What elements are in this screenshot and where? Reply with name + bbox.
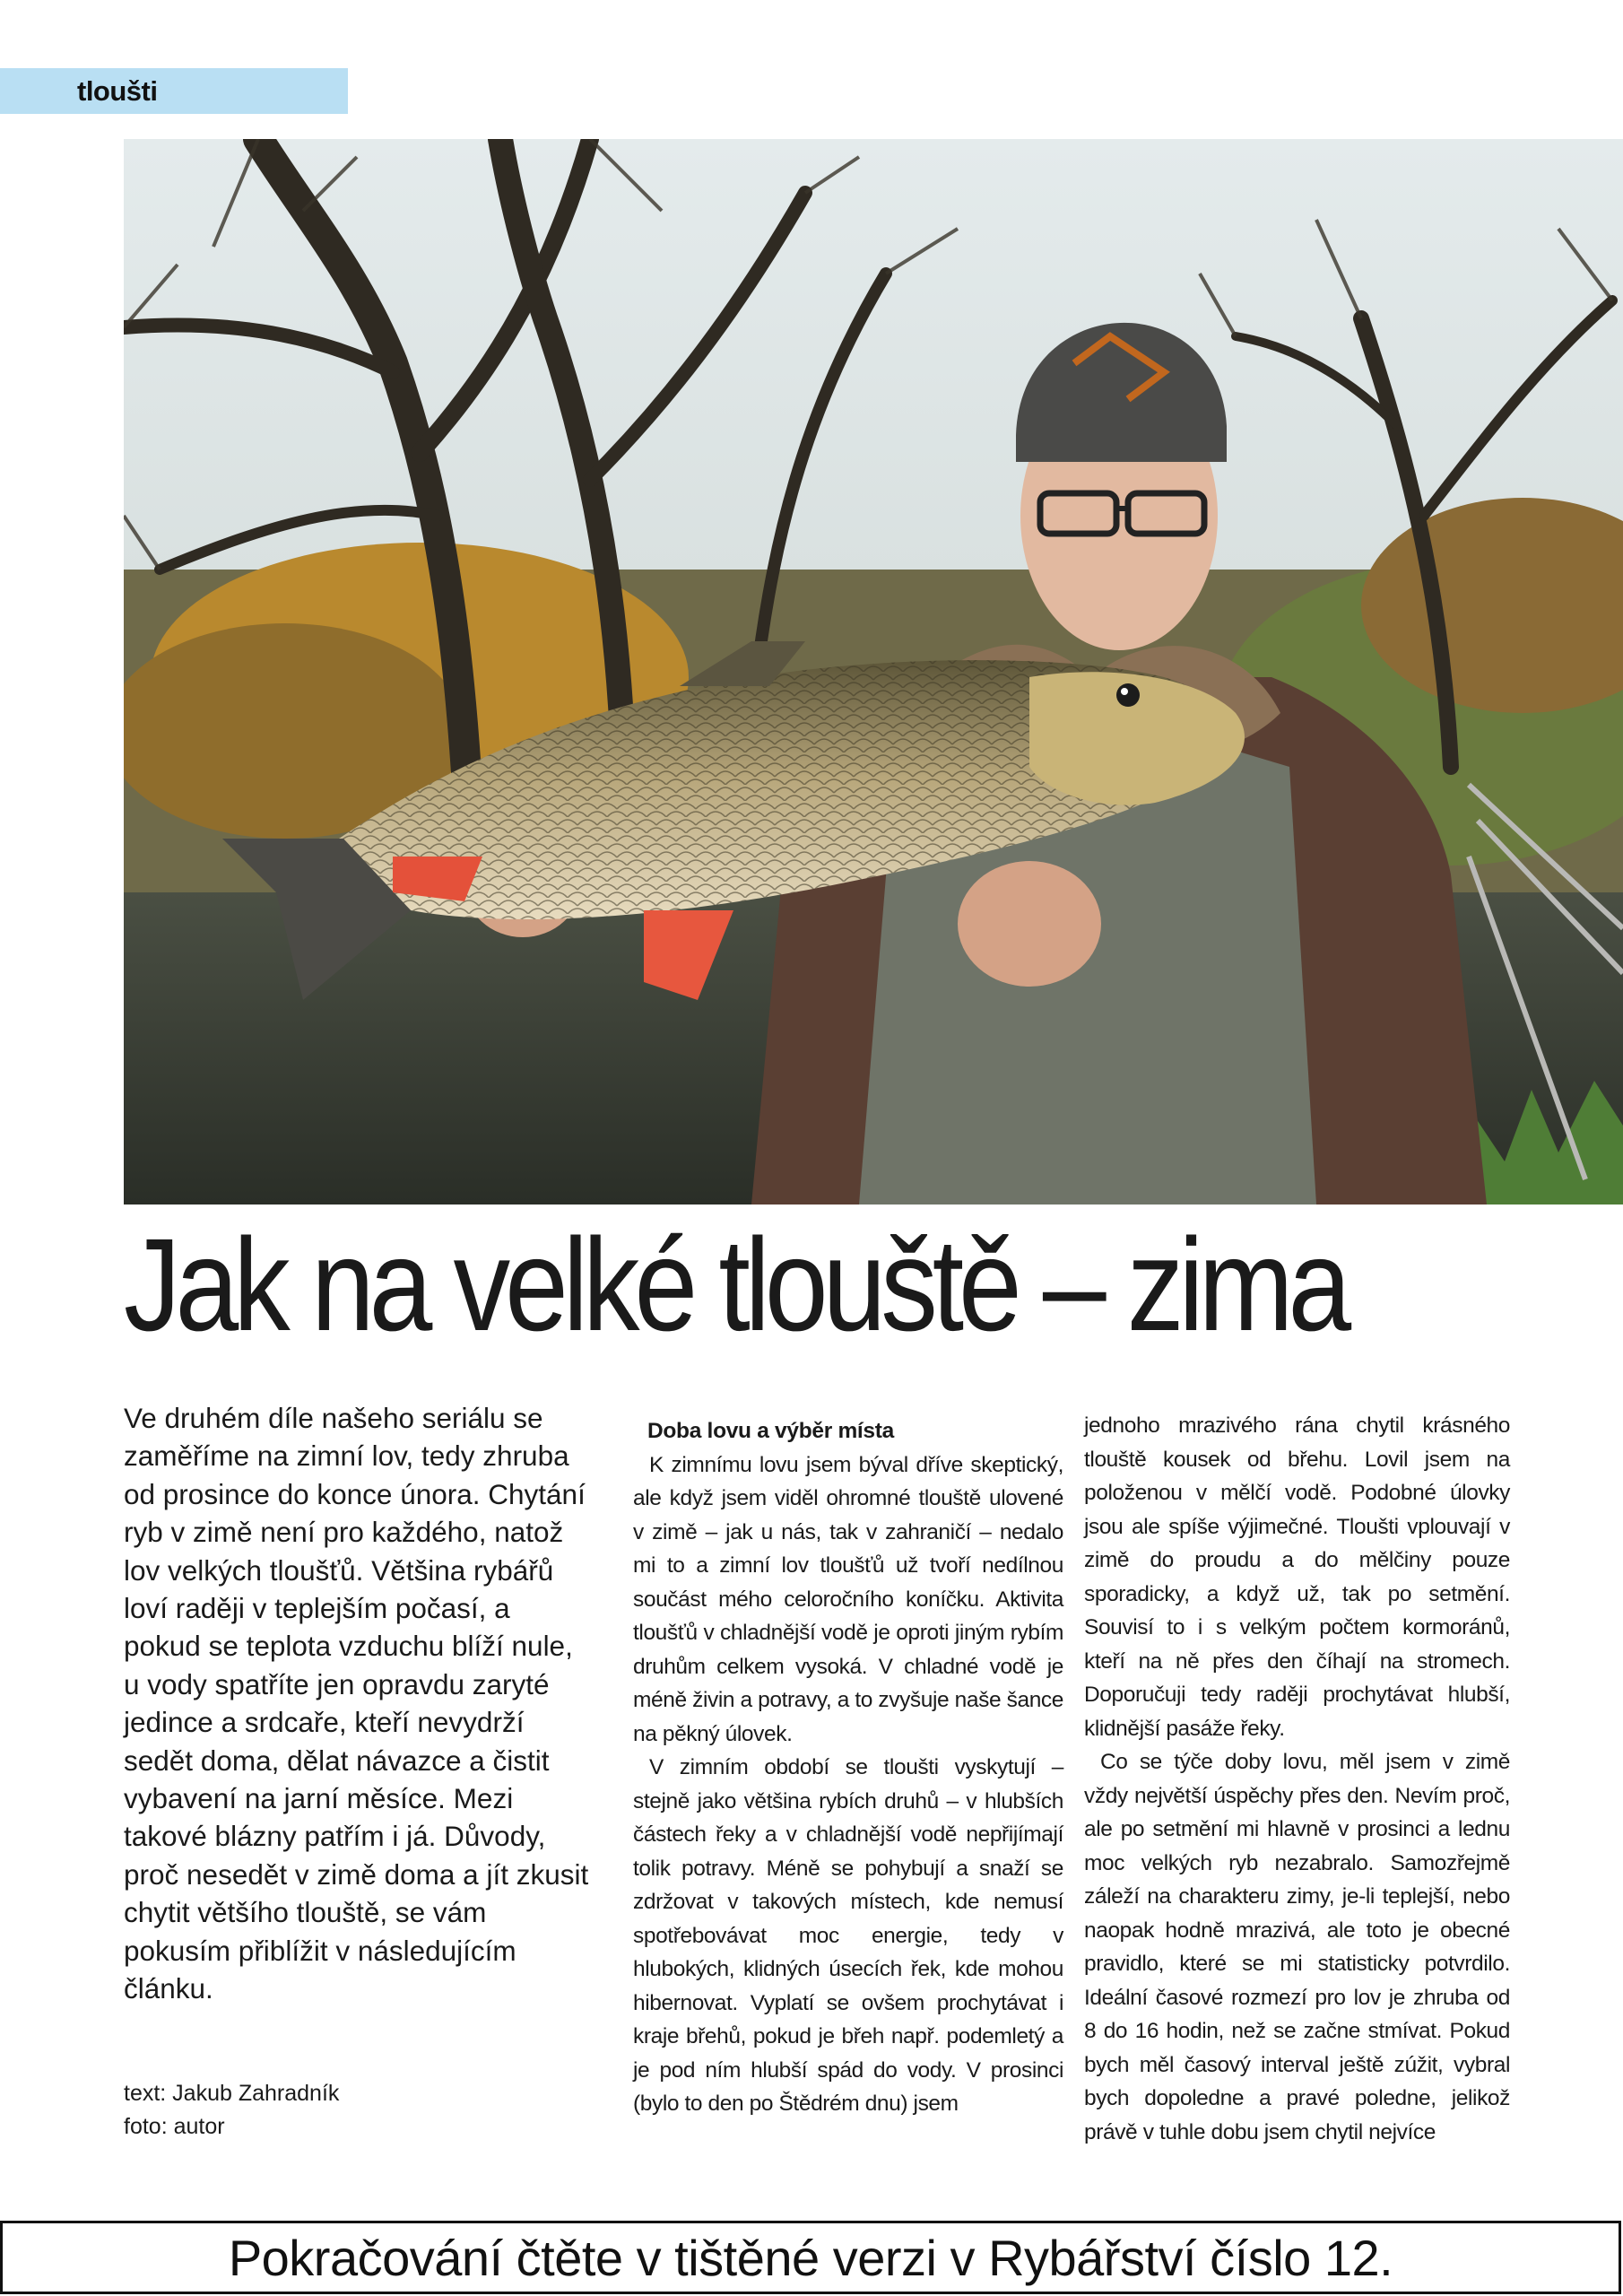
angler-holding-chub-photo bbox=[124, 139, 1623, 1205]
body-paragraph: K zimnímu lovu jsem býval dříve skeptický, ale když jsem viděl ohromné tlouště ulovené v zimě – jak u nás, tak v zahraničí – nedalo mi to a zimní lov tloušťů už tvoří nedílnou součást mého celoročního koníčku. Aktivita tloušťů v chladnější vodě je oproti jiným rybím druhům celkem vysoká. V chladné vodě je méně živin a potravy, a to zvyšuje naše šance na pěkný úlovek. bbox=[633, 1452, 1063, 1746]
body-paragraph: Co se týče doby lovu, měl jsem v zimě vždy největší úspěchy přes den. Nevím proč, ale po setmění mi hlavně v prosinci a lednu moc velkých ryb nezabralo. Samozřejmě záleží na charakteru zimy, je-li teplejší, nebo naopak hodně mrazivá, ale toto je obecné pravidlo, které se mi statisticky potvrdilo. Ideální časové rozmezí pro lov je zhruba od 8 do 16 hodin, než se začne stmívat. Pokud bych měl časový interval ještě zúžit, vybral bych dopoledne a pravé poledne, jelikož právě v tuhle dobu jsem chytil nejvíce bbox=[1084, 1750, 1510, 2144]
body-paragraph: jednoho mrazivého rána chytil krásného tlouště kousek od břehu. Lovil jsem na položenou v mělčí vodě. Podobné úlovky jsou ale spíše výjimečné. Tloušti vplouvají v zimě do proudu a do mělčiny pouze sporadicky, a když už, tak po setmění. Souvisí to i s velkým počtem kormoránů, kteří na ně přes den číhají na stromech. Doporučuji tedy raději prochytávat hlubší, klidnější pasáže řeky. bbox=[1084, 1413, 1510, 1741]
section-tag: tloušti bbox=[0, 68, 348, 114]
body-paragraph: V zimním období se tloušti vyskytují – stejně jako většina rybích druhů – v hlubších částech řeky a v chladnější vodě nepřijímají tolik potravy. Méně se pohybují a snaží se zdržovat v takových místech, kde nemusí spotřebovávat moc energie, tedy v hlubokých, klidných úsecích řek, kde mohou hibernovat. Vyplatí se ovšem prochytávat i kraje břehů, pokud je břeh např. podemletý a je pod ním hlubší spád do vody. V prosinci (bylo to den po Štědrém dnu) jsem bbox=[633, 1755, 1063, 2116]
article-photo bbox=[124, 139, 1623, 1205]
credits bbox=[124, 2077, 500, 2144]
lead-paragraph: Ve druhém díle našeho seriálu se zaměříme na zimní lov, tedy zhruba od prosince do konce února. Chytání ryb v zimě není pro každého, natož lov velkých tloušťů. Většina rybářů loví raději v teplejším počasí, a pokud se teplota vzduchu blíží nule, u vody spatříte jen opravdu zaryté jedince a srdcaře, kteří nevydrží sedět doma, dělat návazce a čistit vybavení na jarní měsíce. Mezi takové blázny patřím i já. Důvody, proč nesedět v zimě doma a jít zkusit chytit většího tlouště, se vám pokusím přiblížit v následujícím článku. bbox=[124, 1402, 589, 2005]
article-headline: Jak na velké tlouště – zima bbox=[124, 1212, 1347, 1359]
continuation-banner: Pokračování čtěte v tištěné verzi v Rybářství číslo 12. bbox=[0, 2221, 1621, 2294]
article-column-3 bbox=[1084, 1409, 1510, 2149]
text-credit: text: Jakub Zahradník bbox=[124, 2081, 340, 2106]
article-column-2 bbox=[633, 1414, 1063, 2121]
photo-credit: foto: autor bbox=[124, 2114, 225, 2139]
section-subheading: Doba lovu a výběr místa bbox=[647, 1419, 894, 1443]
